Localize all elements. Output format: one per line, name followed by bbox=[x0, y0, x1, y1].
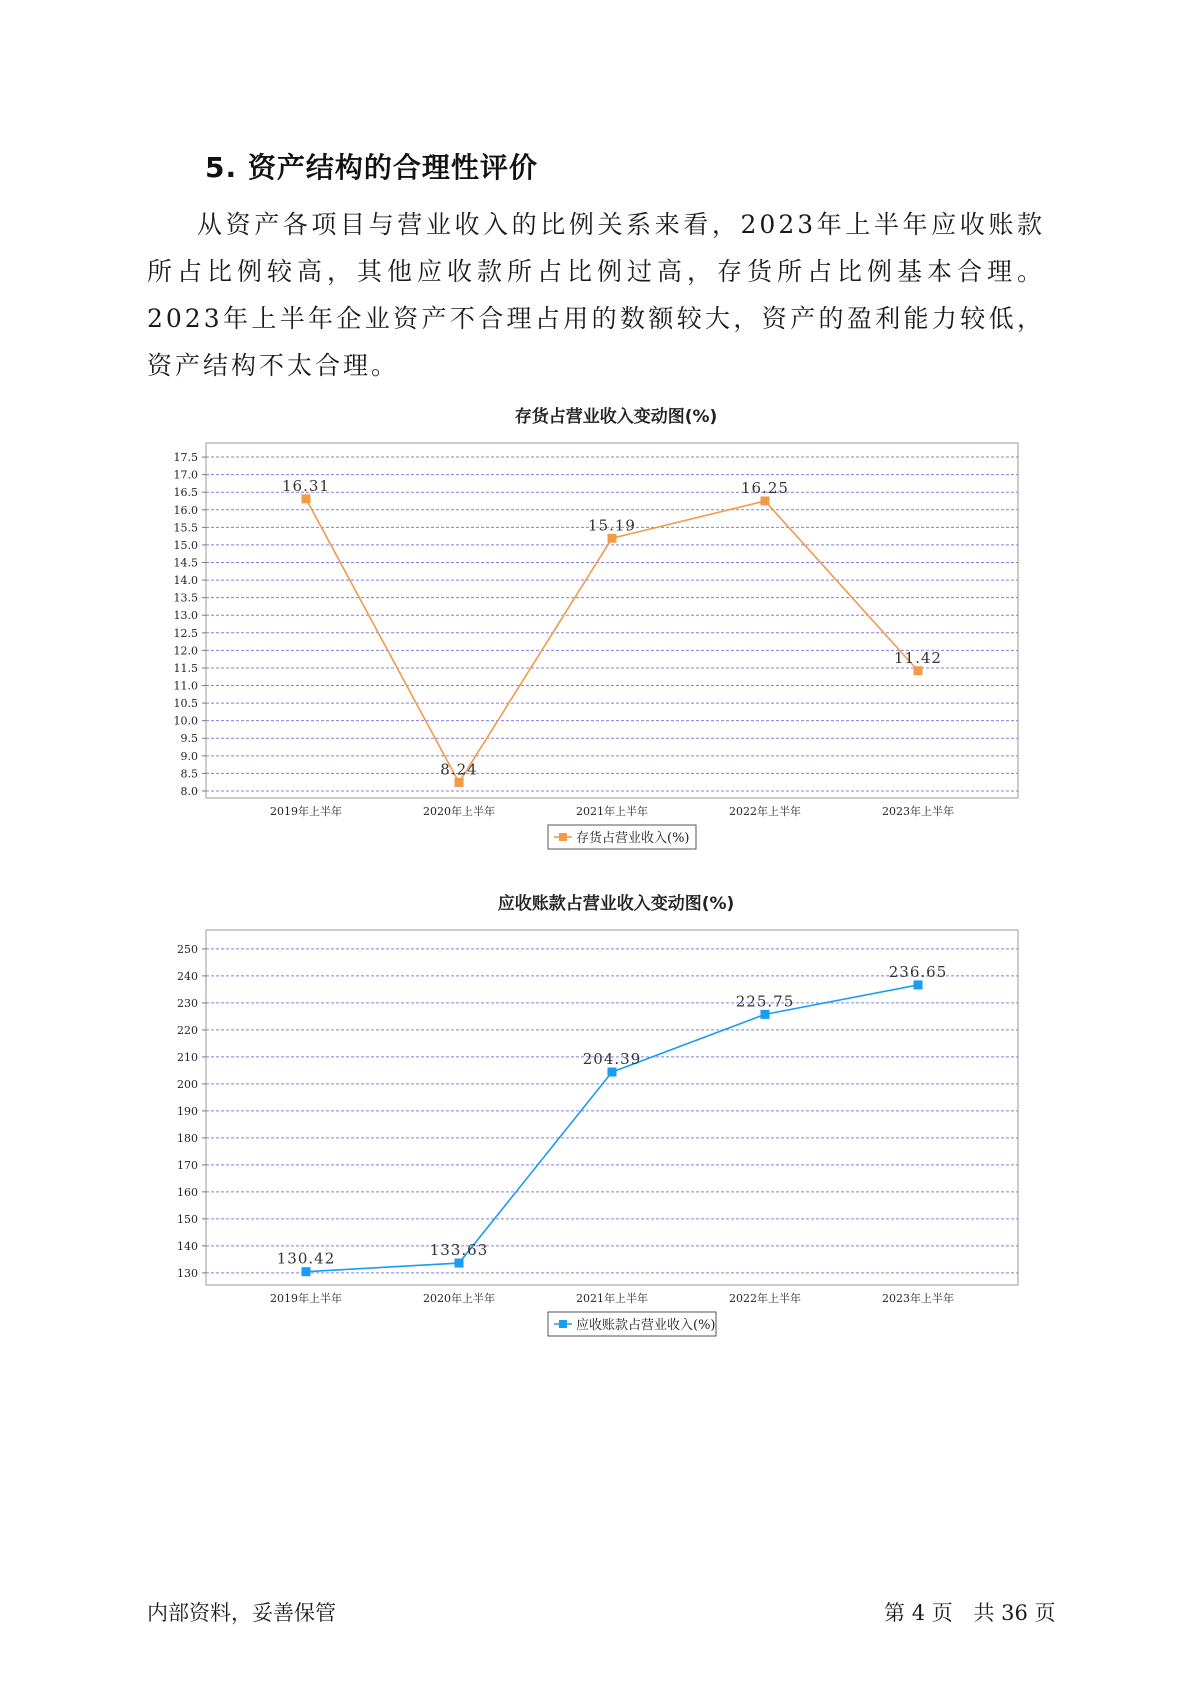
receivables-title: 应收账款占营业收入变动图(%) bbox=[497, 894, 735, 914]
page-mid: 页 bbox=[931, 1601, 953, 1625]
inventory-y-tick-label: 15.5 bbox=[173, 521, 198, 535]
receivables-x-tick-label: 2020年上半年 bbox=[423, 1292, 495, 1305]
receivables-y-tick-label: 200 bbox=[177, 1077, 198, 1091]
receivables-y-tick-label: 240 bbox=[177, 969, 198, 983]
receivables-data-point bbox=[455, 1259, 464, 1268]
inventory-y-tick-label: 10.0 bbox=[173, 714, 198, 728]
inventory-plot-area bbox=[206, 443, 1018, 798]
inventory-y-tick-label: 9.0 bbox=[180, 749, 198, 763]
receivables-y-tick-label: 160 bbox=[177, 1185, 198, 1199]
inventory-y-tick-label: 8.0 bbox=[180, 784, 198, 798]
receivables-chart-svg bbox=[150, 885, 1030, 1333]
receivables-data-label: 236.65 bbox=[888, 962, 948, 981]
inventory-y-tick-label: 11.0 bbox=[173, 679, 198, 693]
page-total-prefix: 共 bbox=[973, 1601, 995, 1625]
inventory-data-point bbox=[914, 666, 923, 675]
section-title: 5. 资产结构的合理性评价 bbox=[205, 151, 538, 184]
receivables-y-tick-label: 190 bbox=[177, 1104, 198, 1118]
receivables-y-tick-label: 150 bbox=[177, 1212, 198, 1226]
body-paragraph: 从资产各项目与营业收入的比例关系来看，2023年上半年应收账款所占比例较高，其他应收款所占比例过高，存货所占比例基本合理。2023年上半年企业资产不合理占用的数额较大，资产的盈利能力较低，资产结构不太合理。 bbox=[147, 210, 1045, 380]
inventory-data-label: 16.31 bbox=[282, 476, 330, 495]
receivables-data-point bbox=[761, 1010, 770, 1019]
inventory-data-point bbox=[761, 496, 770, 505]
receivables-y-tick-label: 250 bbox=[177, 942, 198, 956]
footer-page-number bbox=[884, 1597, 1056, 1627]
receivables-y-tick-label: 230 bbox=[177, 996, 198, 1010]
inventory-y-tick-label: 12.5 bbox=[173, 626, 198, 640]
receivables-data-label: 133.63 bbox=[429, 1241, 489, 1260]
receivables-y-tick-label: 130 bbox=[177, 1266, 198, 1280]
inventory-x-tick-label: 2022年上半年 bbox=[729, 805, 801, 818]
receivables-plot-area bbox=[206, 930, 1018, 1285]
inventory-data-label: 16.25 bbox=[741, 478, 789, 497]
inventory-data-point bbox=[608, 534, 617, 543]
inventory-data-point bbox=[302, 494, 311, 503]
receivables-legend-label: 应收账款占营业收入(%) bbox=[576, 1318, 716, 1333]
receivables-y-tick-label: 220 bbox=[177, 1023, 198, 1037]
receivables-data-point bbox=[914, 980, 923, 989]
inventory-title: 存货占营业收入变动图(%) bbox=[514, 407, 718, 427]
receivables-x-tick-label: 2023年上半年 bbox=[882, 1292, 954, 1305]
inventory-y-tick-label: 15.0 bbox=[173, 538, 198, 552]
receivables-data-point bbox=[302, 1267, 311, 1276]
inventory-x-tick-label: 2021年上半年 bbox=[576, 805, 648, 818]
receivables-data-point bbox=[608, 1068, 617, 1077]
inventory-chart bbox=[150, 398, 1030, 846]
receivables-x-tick-label: 2021年上半年 bbox=[576, 1292, 648, 1305]
receivables-legend-marker bbox=[559, 1320, 567, 1328]
inventory-y-tick-label: 14.5 bbox=[173, 556, 198, 570]
receivables-chart bbox=[150, 885, 1030, 1333]
page-current: 4 bbox=[911, 1601, 926, 1625]
inventory-data-label: 8.24 bbox=[440, 760, 478, 779]
inventory-y-tick-label: 11.5 bbox=[173, 661, 198, 675]
page-suffix: 页 bbox=[1034, 1601, 1056, 1625]
inventory-y-tick-label: 14.0 bbox=[173, 574, 198, 588]
inventory-chart-svg bbox=[150, 398, 1030, 846]
inventory-y-tick-label: 12.0 bbox=[173, 644, 198, 658]
inventory-x-tick-label: 2020年上半年 bbox=[423, 805, 495, 818]
inventory-y-tick-label: 16.5 bbox=[173, 486, 198, 500]
receivables-data-label: 130.42 bbox=[276, 1249, 336, 1268]
inventory-x-tick-label: 2023年上半年 bbox=[882, 805, 954, 818]
inventory-y-tick-label: 10.5 bbox=[173, 697, 198, 711]
receivables-y-tick-label: 210 bbox=[177, 1050, 198, 1064]
receivables-data-label: 225.75 bbox=[735, 992, 795, 1011]
inventory-legend-label: 存货占营业收入(%) bbox=[576, 831, 690, 846]
inventory-y-tick-label: 13.0 bbox=[173, 609, 198, 623]
inventory-y-tick-label: 9.5 bbox=[180, 732, 198, 746]
inventory-y-tick-label: 17.5 bbox=[173, 451, 198, 465]
receivables-y-tick-label: 180 bbox=[177, 1131, 198, 1145]
page-total: 36 bbox=[1001, 1601, 1028, 1625]
inventory-data-label: 11.42 bbox=[894, 648, 942, 667]
receivables-data-label: 204.39 bbox=[582, 1050, 642, 1069]
receivables-x-tick-label: 2022年上半年 bbox=[729, 1292, 801, 1305]
inventory-data-label: 15.19 bbox=[588, 516, 636, 535]
receivables-y-tick-label: 140 bbox=[177, 1239, 198, 1253]
inventory-data-point bbox=[455, 778, 464, 787]
page-prefix: 第 bbox=[884, 1601, 905, 1625]
inventory-y-tick-label: 16.0 bbox=[173, 503, 198, 517]
inventory-y-tick-label: 17.0 bbox=[173, 468, 198, 482]
inventory-legend-marker bbox=[559, 833, 567, 841]
footer-confidential-note: 内部资料，妥善保管 bbox=[147, 1601, 336, 1625]
receivables-y-tick-label: 170 bbox=[177, 1158, 198, 1172]
inventory-y-tick-label: 8.5 bbox=[180, 767, 198, 781]
inventory-y-tick-label: 13.5 bbox=[173, 591, 198, 605]
inventory-x-tick-label: 2019年上半年 bbox=[270, 805, 342, 818]
receivables-x-tick-label: 2019年上半年 bbox=[270, 1292, 342, 1305]
